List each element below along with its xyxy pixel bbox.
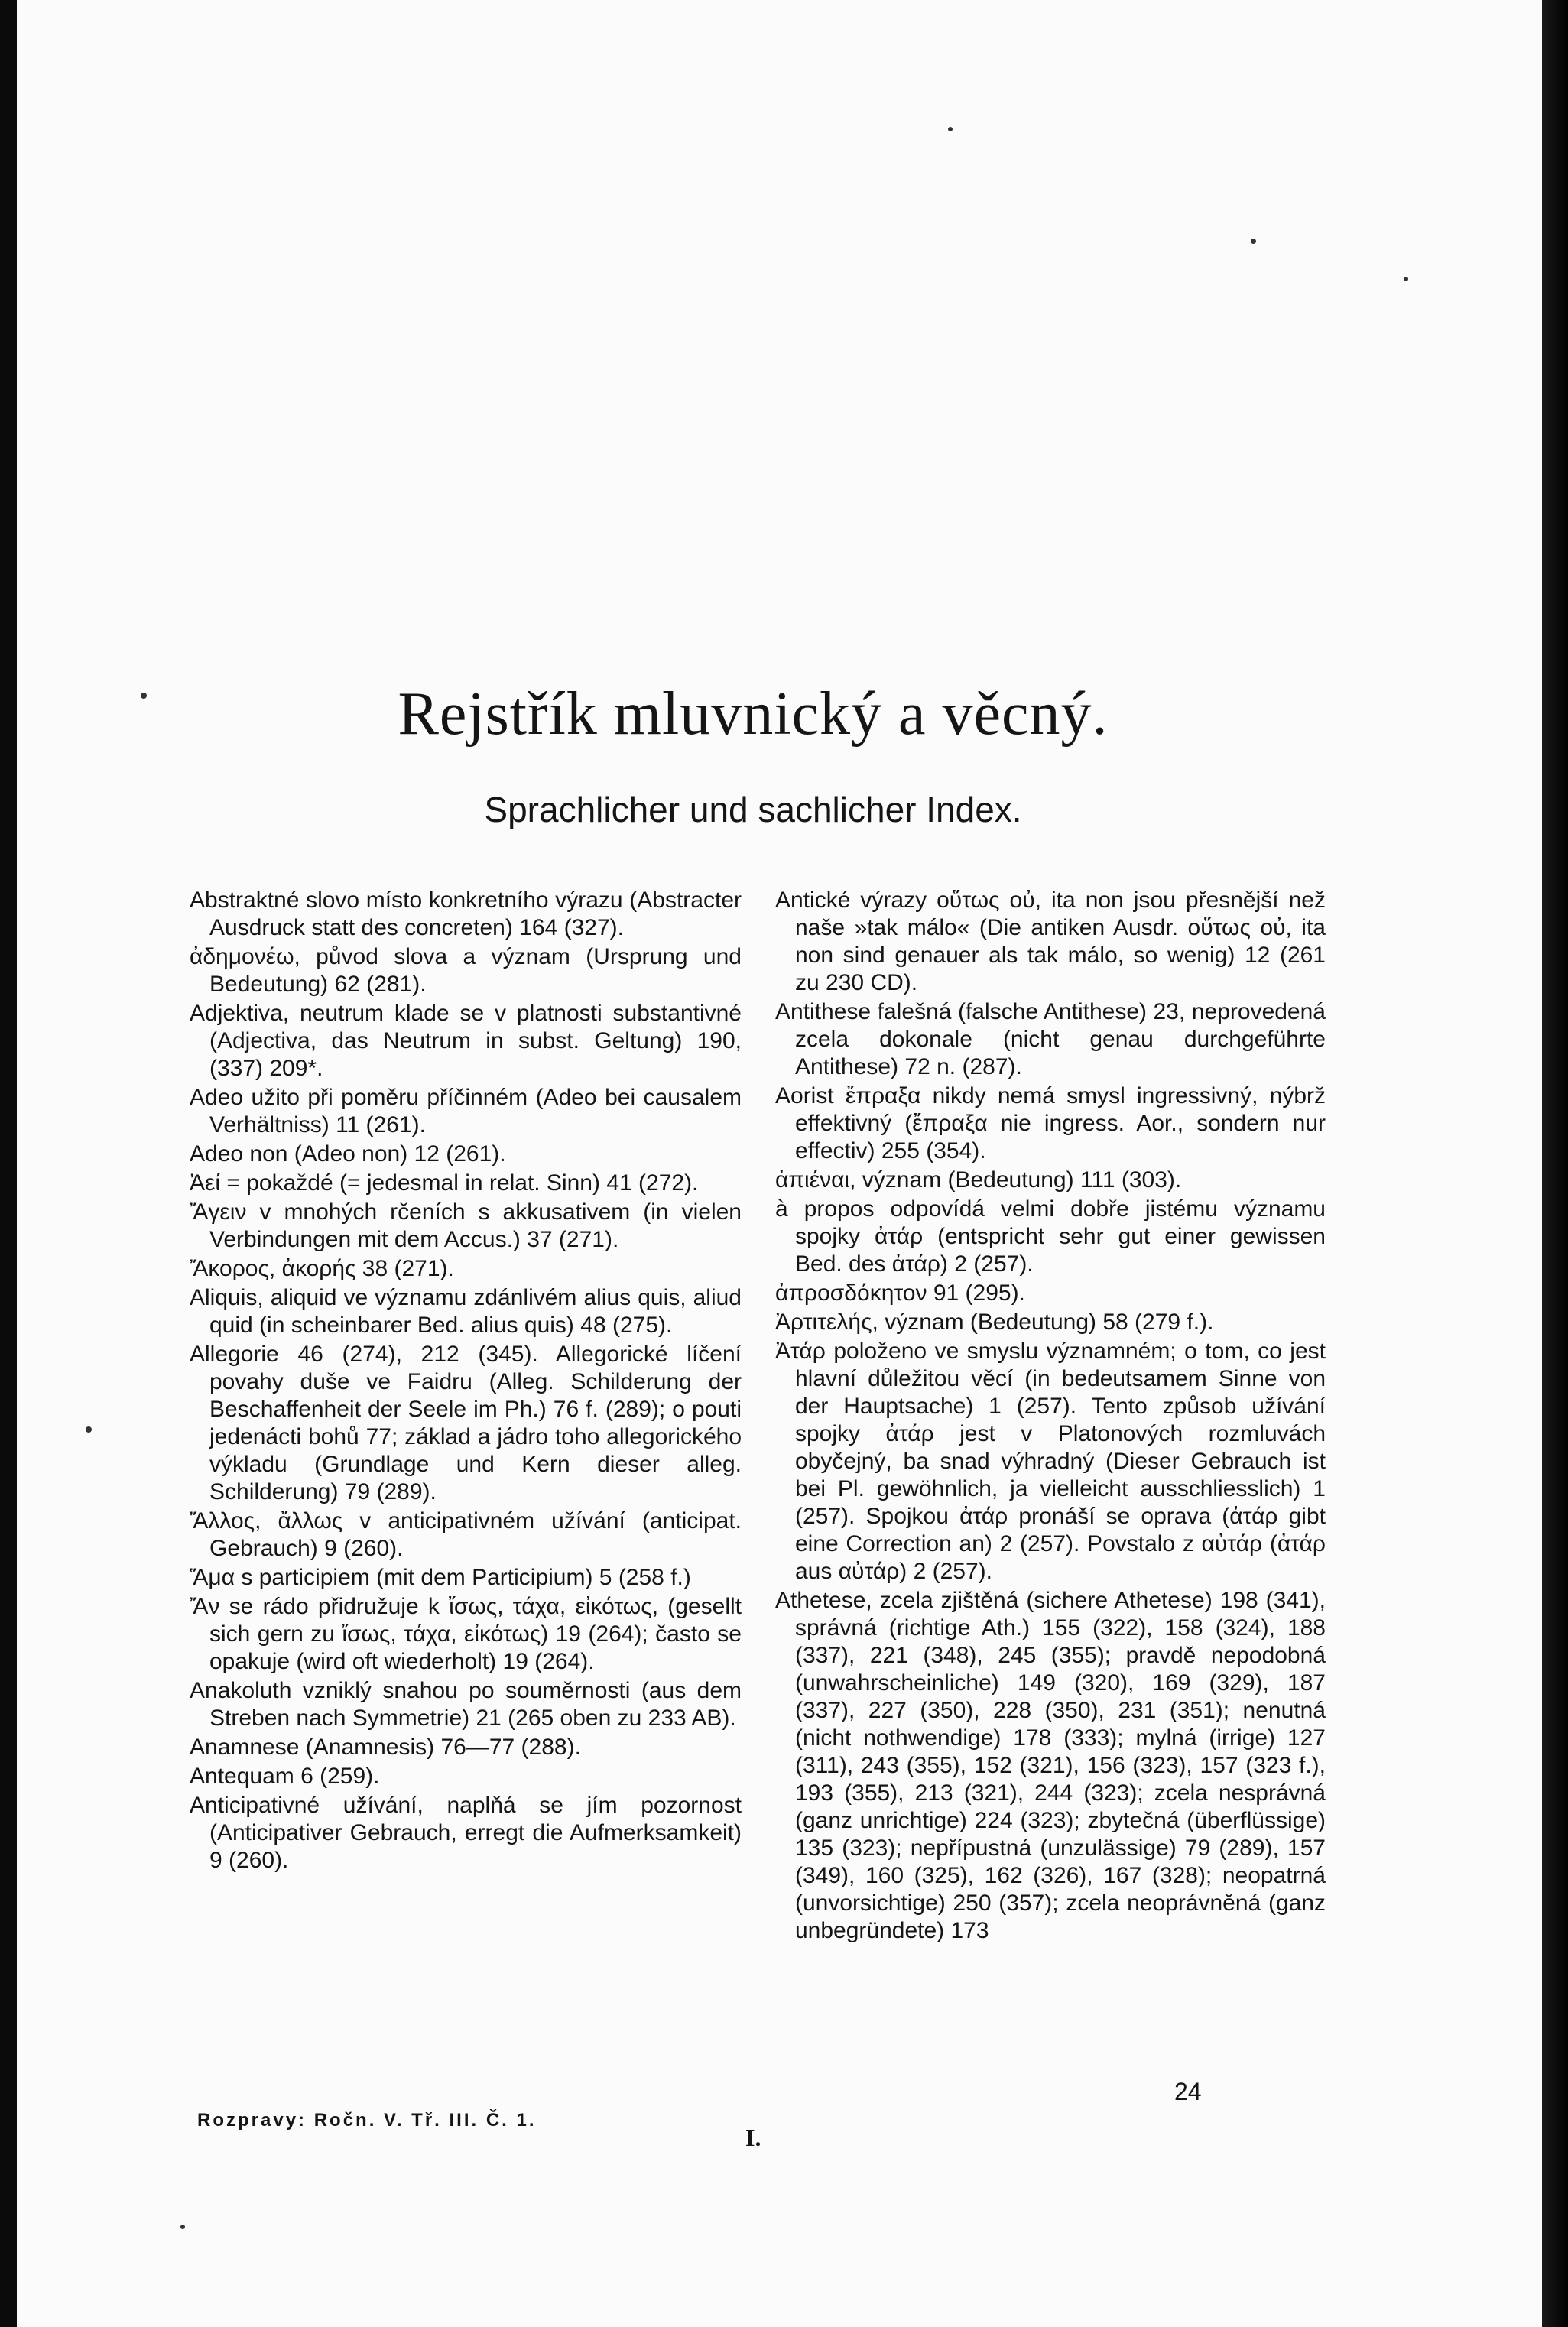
scan-right-edge [1542, 0, 1568, 2327]
index-column-right [775, 887, 1326, 1946]
index-entry: Adeo non (Adeo non) 12 (261). [190, 1141, 506, 1167]
scan-speck [1251, 239, 1256, 244]
sheet-mark: I. [745, 2124, 761, 2151]
scan-speck [948, 127, 953, 131]
index-header [0, 680, 1506, 829]
index-entry: Ἀεί = pokaždé (= jedesmal in relat. Sinn) 41 (272). [190, 1170, 699, 1196]
index-column-left [190, 887, 742, 1876]
index-entry: Ἅμα s participiem (mit dem Participium) 5 (258 f.) [190, 1565, 691, 1590]
index-entry: Ἄν se rádo přidružuje k ἴσως, τάχα, εἰκότως, (gesellt sich gern zu ἴσως, τάχα, εἰκότως) 19 (264); často se opakuje (wird oft wiederholt) 19 (264). [190, 1594, 742, 1674]
index-entry: Athetese, zcela zjištěná (sichere Athetese) 198 (341), správná (richtige Ath.) 155 (322), 158 (324), 188 (337), 221 (348), 245 (355); pravdě nepodobná (unwahrscheinliche) 149 (320), 169 (329), 187 (337), 227 (350), 228 (350), 231 (351); nenutná (nicht nothwendige) 178 (333); mylná (irrige) 127 (311), 243 (355), 152 (321), 156 (323), 157 (323 f.), 193 (355), 213 (321), 244 (323); zcela nesprávná (ganz unrichtige) 224 (323); zbytečná (überflüssige) 135 (323); nepřípustná (unzulässige) 79 (289), 157 (349), 160 (325), 162 (326), 167 (328); neopatrná (unvorsichtige) 250 (357); zcela neoprávněná (ganz unbegründete) 173 [775, 1588, 1326, 1943]
index-entry: Adeo užito při poměru příčinném (Adeo bei causalem Verhältniss) 11 (261). [190, 1085, 742, 1138]
index-entry: Ἄκορος, ἀκορής 38 (271). [190, 1256, 454, 1281]
index-entry: Aorist ἔπραξα nikdy nemá smysl ingressivný, nýbrž effektivný (ἔπραξα nie ingress. Aor., sondern nur effectiv) 255 (354). [775, 1083, 1326, 1164]
footer-signature: Rozpravy: Ročn. V. Tř. III. Č. 1. [197, 2110, 537, 2131]
index-entry: ἀδημονέω, původ slova a význam (Ursprung und Bedeutung) 62 (281). [190, 944, 742, 997]
scan-left-edge [0, 0, 17, 2327]
index-entry: Aliquis, aliquid ve významu zdánlivém alius quis, aliud quid (in scheinbarer Bed. alius quis) 48 (275). [190, 1285, 742, 1338]
page-subtitle: Sprachlicher und sachlicher Index. [484, 790, 1022, 829]
index-entry: Anticipativné užívání, naplňá se jím pozornost (Anticipativer Gebrauch, erregt die Aufmerksamkeit) 9 (260). [190, 1793, 742, 1873]
scan-speck [1404, 277, 1408, 281]
scan-speck [180, 2225, 185, 2229]
index-entry: Ἄλλος, ἄλλως v anticipativném užívání (anticipat. Gebrauch) 9 (260). [190, 1508, 742, 1561]
index-entry: Anakoluth vzniklý snahou po souměrnosti (aus dem Streben nach Symmetrie) 21 (265 oben zu 233 AB). [190, 1678, 742, 1731]
index-entry: Ἀτάρ položeno ve smyslu významném; o tom, co jest hlavní důležitou věcí (in bedeutsamem Sinne von der Hauptsache) 1 (257). Tento způsob užívání spojky ἀτάρ jest v Platonových rozmluvách obyčejný, ba snad výhradný (Dieser Gebrauch ist bei Pl. gewöhnlich, ja vielleicht ausschliesslich) 1 (257). Spojkou ἀτάρ pronáší se oprava (ἀτάρ gibt eine Correction an) 2 (257). Povstalo z αὐτάρ (ἀτάρ aus αὐτάρ) 2 (257). [775, 1339, 1326, 1584]
index-entry: ἀπιέναι, význam (Bedeutung) 111 (303). [775, 1167, 1182, 1193]
index-entry: Antické výrazy οὕτως οὐ, ita non jsou přesnější než naše »tak málo« (Die antiken Ausdr. οὕτως οὐ, ita non sind genauer als tak málo, so wenig) 12 (261 zu 230 CD). [775, 888, 1326, 995]
index-entry: Anamnese (Anamnesis) 76—77 (288). [190, 1735, 581, 1760]
page-title: Rejstřík mluvnický a věcný. [398, 680, 1109, 748]
index-entry: Adjektiva, neutrum klade se v platnosti substantivné (Adjectiva, das Neutrum in subst. Geltung) 190, (337) 209*. [190, 1001, 742, 1081]
scan-speck [86, 1426, 92, 1433]
index-entry: Allegorie 46 (274), 212 (345). Allegorické líčení povahy duše ve Faidru (Alleg. Schilderung der Beschaffenheit der Seele im Ph.) 76 f. (289); o pouti jedenácti bohů 77; základ a jádro toho allegorického výkladu (Grundlage und Kern dieser alleg. Schilderung) 79 (289). [190, 1342, 742, 1504]
page-number: 24 [1174, 2078, 1202, 2105]
index-entry: Ἄγειν v mnohých rčeních s akkusativem (in vielen Verbindungen mit dem Accus.) 37 (271). [190, 1199, 742, 1252]
index-entry: Ἀρτιτελής, význam (Bedeutung) 58 (279 f.). [775, 1310, 1214, 1335]
index-entry: à propos odpovídá velmi dobře jistému významu spojky ἀτάρ (entspricht sehr gut einer gewissen Bed. des ἀτάρ) 2 (257). [775, 1196, 1326, 1277]
index-entry: ἀπροσδόκητον 91 (295). [775, 1280, 1025, 1306]
index-entry: Abstraktné slovo místo konkretního výrazu (Abstracter Ausdruck statt des concreten) 164 (327). [190, 888, 742, 940]
index-entry: Antithese falešná (falsche Antithese) 23, neprovedená zcela dokonale (nicht genau durchgeführte Antithese) 72 n. (287). [775, 999, 1326, 1079]
index-entry: Antequam 6 (259). [190, 1764, 380, 1789]
